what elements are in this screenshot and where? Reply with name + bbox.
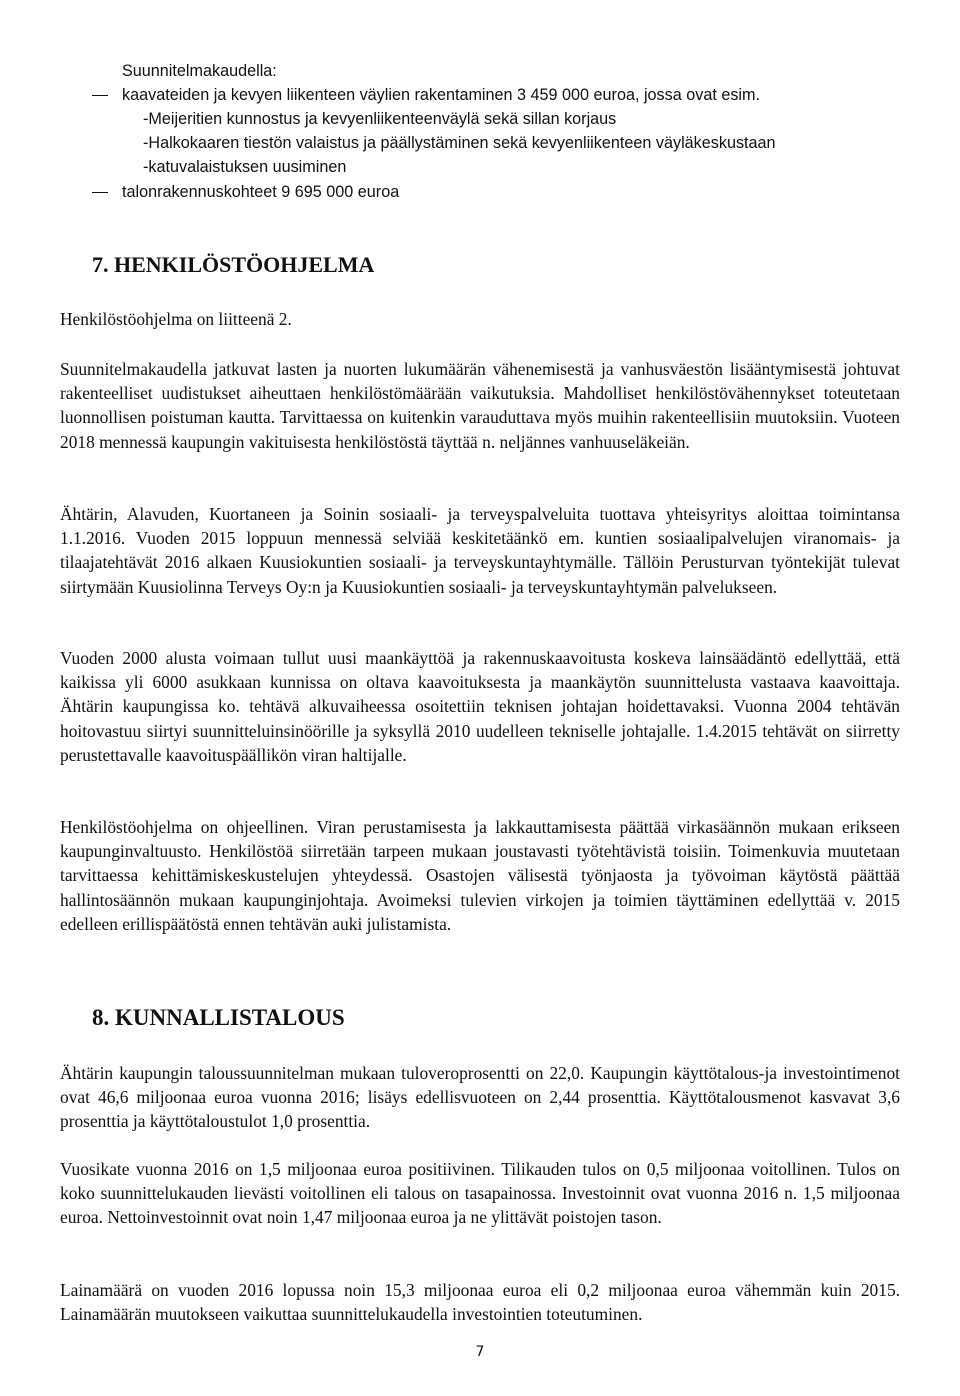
plan-subitem-2: -Halkokaaren tiestön valaistus ja päällystäminen sekä kevyenliikenteen väyläkeskustaan [143, 134, 776, 152]
dash-bullet-2 [92, 192, 108, 193]
section-8-heading: 8. KUNNALLISTALOUS [92, 1005, 345, 1030]
section-8-paragraph-2 [60, 1157, 900, 1230]
paragraph-text: Vuoden 2000 alusta voimaan tullut uusi maankäyttöä ja rakennuskaavoitusta koskeva lainsäädäntö edellyttää, että kaikissa yli 6000 asukkaan kunnissa on oltava kaavoituksesta ja maankäytön suunnittelusta vastaava kaavoittaja. Ähtärin kaupungissa ko. tehtävä alkuvaiheessa osoitettiin teknisen johtajan hoidettavaksi. Vuonna 2004 tehtävän hoitovastuu siirtyi suunnitteluinsinöörille ja syksyllä 2010 uudelleen tekniselle johtajalle. 1.4.2015 tehtävät on siirretty perustettavalle kaavoituspäällikön viran haltijalle. [60, 648, 900, 765]
plan-subitem-1: -Meijeritien kunnostus ja kevyenliikenteenväylä sekä sillan korjaus [143, 110, 617, 128]
section-7-paragraph-4 [60, 815, 900, 936]
paragraph-text: Lainamäärä on vuoden 2016 lopussa noin 15,3 miljoonaa euroa eli 0,2 miljoonaa euroa vähemmän kuin 2015. Lainamäärän muutokseen vaikuttaa suunnittelukaudella investointien toteutuminen. [60, 1280, 900, 1325]
plan-intro: Suunnitelmakaudella: [122, 62, 277, 80]
page-number: 7 [475, 1344, 485, 1360]
section-7-heading: 7. HENKILÖSTÖOHJELMA [92, 252, 375, 277]
plan-item-2: talonrakennuskohteet 9 695 000 euroa [122, 183, 400, 201]
section-7-paragraph-2 [60, 502, 900, 599]
section-8-paragraph-3 [60, 1278, 900, 1326]
section-8-paragraph-1 [60, 1061, 900, 1134]
dash-bullet-1 [92, 95, 108, 96]
section-7-paragraph-3 [60, 646, 900, 767]
plan-subitem-3: -katuvalaistuksen uusiminen [143, 158, 347, 176]
section-7-paragraph-1 [60, 357, 900, 454]
paragraph-text: Henkilöstöohjelma on ohjeellinen. Viran perustamisesta ja lakkauttamisesta päättää virkasäännön mukaan erikseen kaupunginvaltuusto. Henkilöstöä siirretään tarpeen mukaan joustavasti työtehtävistä toisiin. Toimenkuvia muutetaan tarvittaessa kehittämiskeskustelujen yhteydessä. Osastojen välisestä työnjaosta ja työvoiman käytöstä päättää hallintosäännön mukaan kaupunginjohtaja. Avoimeksi tulevien virkojen ja toimien täyttäminen edellyttää v. 2015 edelleen erillispäätöstä ennen tehtävän auki julistamista. [60, 817, 900, 934]
paragraph-text: Ähtärin, Alavuden, Kuortaneen ja Soinin sosiaali- ja terveyspalveluita tuottava yhteisyritys aloittaa toimintansa 1.1.2016. Vuoden 2015 loppuun mennessä selviää keskitetäänkö em. kuntien sosiaalipalvelujen viranomais- ja tilaajatehtävät 2016 alkaen Kuusiokuntien sosiaali- ja terveyskuntayhtymälle. Tällöin Perusturvan työntekijät tulevat siirtymään Kuusiolinna Terveys Oy:n ja Kuusiokuntien sosiaali- ja terveyskuntayhtymän palvelukseen. [60, 504, 900, 597]
section-7-note: Henkilöstöohjelma on liitteenä 2. [60, 309, 292, 329]
plan-item-1: kaavateiden ja kevyen liikenteen väylien rakentaminen 3 459 000 euroa, jossa ovat esim. [122, 86, 760, 104]
paragraph-text: Vuosikate vuonna 2016 on 1,5 miljoonaa euroa positiivinen. Tilikauden tulos on 0,5 miljoonaa voitollinen. Tulos on koko suunnittelukauden lievästi voitollinen eli talous on tasapainossa. Investoinnit ovat vuonna 2016 n. 1,5 miljoonaa euroa. Nettoinvestoinnit ovat noin 1,47 miljoonaa euroa ja ne ylittävät poistojen tason. [60, 1159, 900, 1228]
paragraph-text: Ähtärin kaupungin taloussuunnitelman mukaan tuloveroprosentti on 22,0. Kaupungin käyttötalous-ja investointimenot ovat 46,6 miljoonaa euroa vuonna 2016; lisäys edellisvuoteen on 2,44 prosenttia. Käyttötalousmenot kasvavat 3,6 prosenttia ja käyttötaloustulot 1,0 prosenttia. [60, 1063, 900, 1132]
paragraph-text: Suunnitelmakaudella jatkuvat lasten ja nuorten lukumäärän vähenemisestä ja vanhusväestön lisääntymisestä johtuvat rakenteelliset uudistukset aiheuttaen henkilöstömäärään vaikutuksia. Mahdolliset henkilöstövähennykset toteutetaan luonnollisen poistuman kautta. Tarvittaessa on kuitenkin varauduttava myös muihin rakenteellisiin muutoksiin. Vuoteen 2018 mennessä kaupungin vakituisesta henkilöstöstä täyttää n. neljännes vanhuuseläkeiän. [60, 359, 900, 452]
